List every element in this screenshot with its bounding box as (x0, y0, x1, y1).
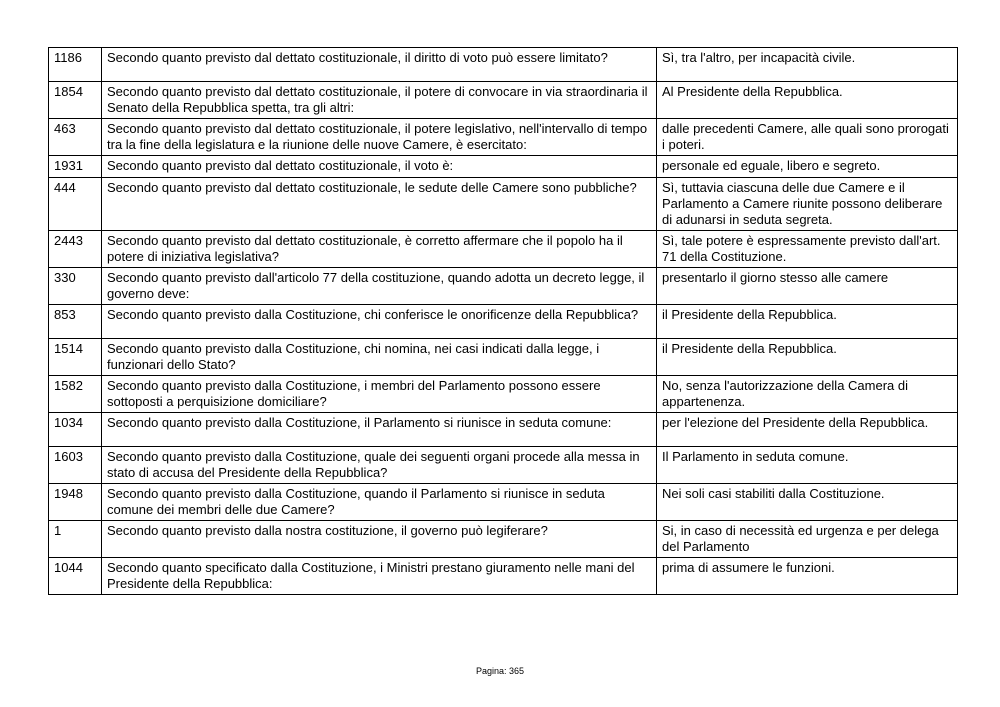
question-id: 1 (49, 521, 102, 558)
table-row (49, 305, 958, 339)
table-row (49, 231, 958, 268)
answer-text: Si, in caso di necessità ed urgenza e per delega del Parlamento (657, 521, 958, 558)
answer-text: presentarlo il giorno stesso alle camere (657, 268, 958, 305)
answer-text: personale ed eguale, libero e segreto. (657, 156, 958, 178)
question-text: Secondo quanto previsto dalla Costituzione, i membri del Parlamento possono essere sottoposti a perquisizione domiciliare? (102, 376, 657, 413)
question-id: 463 (49, 119, 102, 156)
question-text: Secondo quanto previsto dal dettato costituzionale, il potere di convocare in via straordinaria il Senato della Repubblica spetta, tra gli altri: (102, 82, 657, 119)
question-text: Secondo quanto previsto dalla nostra costituzione, il governo può legiferare? (102, 521, 657, 558)
question-id: 1603 (49, 447, 102, 484)
page-number: Pagina: 365 (475, 666, 525, 676)
question-text: Secondo quanto previsto dal dettato costituzionale, è corretto affermare che il popolo ha il potere di iniziativa legislativa? (102, 231, 657, 268)
question-text: Secondo quanto previsto dal dettato costituzionale, le sedute delle Camere sono pubbliche? (102, 178, 657, 231)
answer-text: Sì, tuttavia ciascuna delle due Camere e il Parlamento a Camere riunite possono deliberare di adunarsi in seduta segreta. (657, 178, 958, 231)
table-row (49, 558, 958, 595)
answer-text: Sì, tra l'altro, per incapacità civile. (657, 48, 958, 82)
question-id: 1948 (49, 484, 102, 521)
table-row (49, 339, 958, 376)
question-text: Secondo quanto specificato dalla Costituzione, i Ministri prestano giuramento nelle mani del Presidente della Repubblica: (102, 558, 657, 595)
question-text: Secondo quanto previsto dall'articolo 77 della costituzione, quando adotta un decreto legge, il governo deve: (102, 268, 657, 305)
answer-text: il Presidente della Repubblica. (657, 305, 958, 339)
answer-text: Al Presidente della Repubblica. (657, 82, 958, 119)
question-text: Secondo quanto previsto dalla Costituzione, quale dei seguenti organi procede alla messa in stato di accusa del Presidente della Repubblica? (102, 447, 657, 484)
table-row (49, 447, 958, 484)
answer-text: il Presidente della Repubblica. (657, 339, 958, 376)
question-text: Secondo quanto previsto dalla Costituzione, quando il Parlamento si riunisce in seduta comune dei membri delle due Camere? (102, 484, 657, 521)
table-row (49, 376, 958, 413)
question-text: Secondo quanto previsto dalla Costituzione, il Parlamento si riunisce in seduta comune: (102, 413, 657, 447)
question-id: 853 (49, 305, 102, 339)
question-id: 1854 (49, 82, 102, 119)
answer-text: No, senza l'autorizzazione della Camera di appartenenza. (657, 376, 958, 413)
question-id: 330 (49, 268, 102, 305)
table-row (49, 484, 958, 521)
answer-text: per l'elezione del Presidente della Repubblica. (657, 413, 958, 447)
question-id: 1044 (49, 558, 102, 595)
table-row (49, 119, 958, 156)
question-text: Secondo quanto previsto dalla Costituzione, chi conferisce le onorificenze della Repubblica? (102, 305, 657, 339)
table-row (49, 268, 958, 305)
question-id: 1186 (49, 48, 102, 82)
question-id: 2443 (49, 231, 102, 268)
question-id: 1514 (49, 339, 102, 376)
question-table (48, 47, 958, 595)
table-row (49, 48, 958, 82)
answer-text: Nei soli casi stabiliti dalla Costituzione. (657, 484, 958, 521)
table-row (49, 521, 958, 558)
answer-text: Sì, tale potere è espressamente previsto dall'art. 71 della Costituzione. (657, 231, 958, 268)
table-row (49, 156, 958, 178)
question-text: Secondo quanto previsto dal dettato costituzionale, il voto è: (102, 156, 657, 178)
question-id: 1034 (49, 413, 102, 447)
question-id: 1931 (49, 156, 102, 178)
table-row (49, 82, 958, 119)
table-row (49, 413, 958, 447)
answer-text: prima di assumere le funzioni. (657, 558, 958, 595)
question-id: 1582 (49, 376, 102, 413)
question-text: Secondo quanto previsto dalla Costituzione, chi nomina, nei casi indicati dalla legge, i funzionari dello Stato? (102, 339, 657, 376)
table-row (49, 178, 958, 231)
question-id: 444 (49, 178, 102, 231)
question-text: Secondo quanto previsto dal dettato costituzionale, il potere legislativo, nell'intervallo di tempo tra la fine della legislatura e la riunione delle nuove Camere, è esercitato: (102, 119, 657, 156)
question-text: Secondo quanto previsto dal dettato costituzionale, il diritto di voto può essere limitato? (102, 48, 657, 82)
answer-text: Il Parlamento in seduta comune. (657, 447, 958, 484)
answer-text: dalle precedenti Camere, alle quali sono prorogati i poteri. (657, 119, 958, 156)
